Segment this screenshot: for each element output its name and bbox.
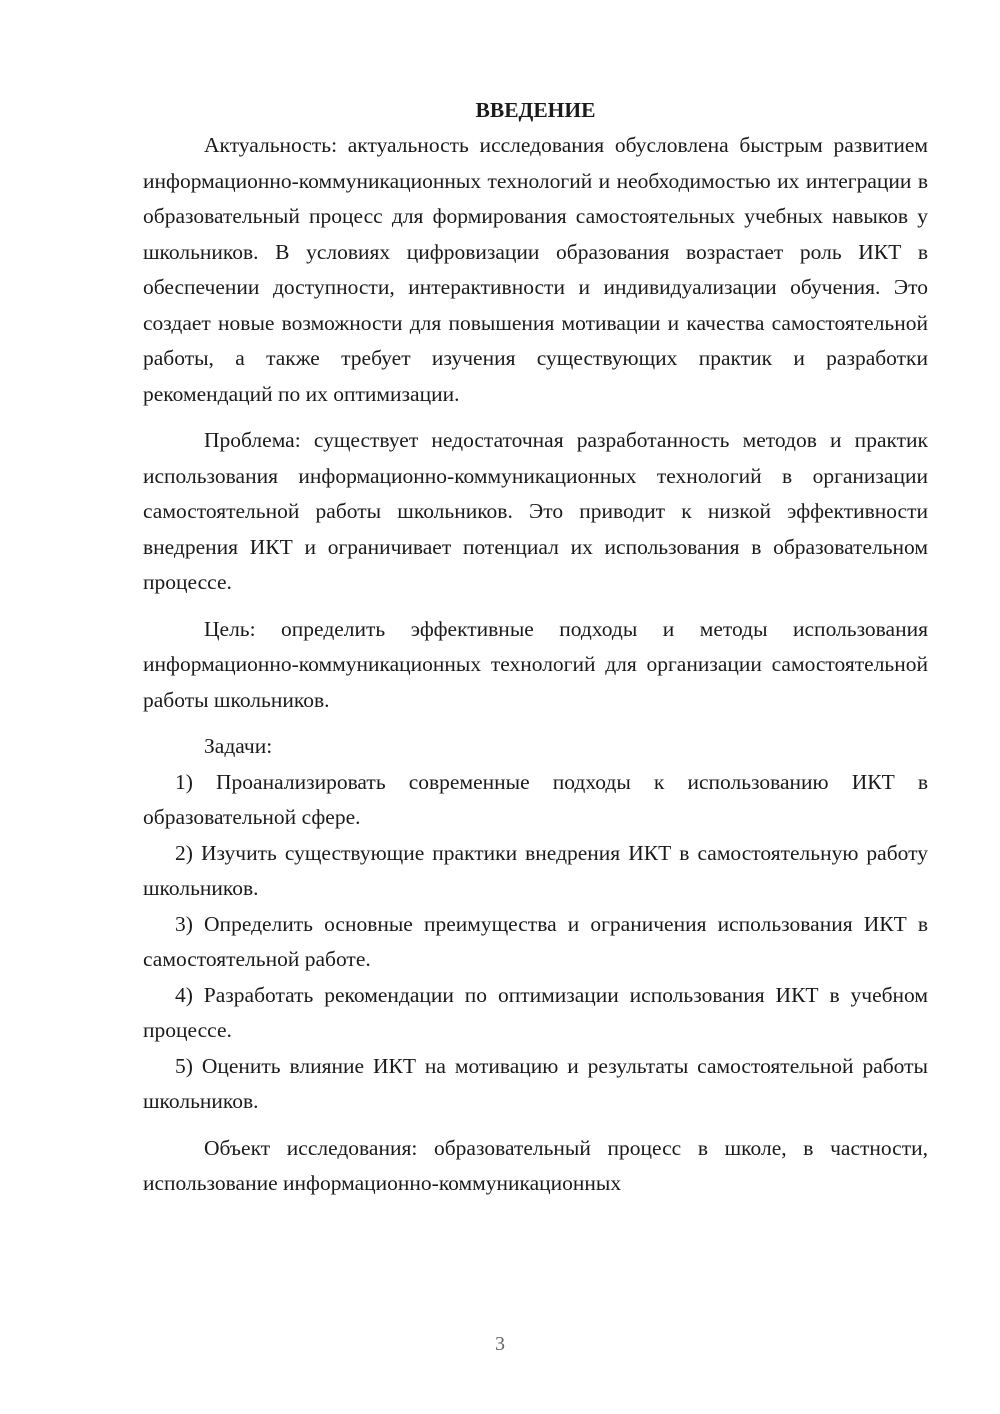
task-item: 4) Разработать рекомендации по оптимизации использования ИКТ в учебном процессе. (143, 982, 928, 1042)
document-page (143, 92, 928, 1202)
goal-paragraph: Цель: определить эффективные подходы и методы использования информационно-коммуникационных технологий для организации самостоятельной работы школьников. (143, 616, 928, 712)
relevance-paragraph: Актуальность: актуальность исследования обусловлена быстрым развитием информационно-коммуникационных технологий и необходимостью их интеграции в образовательный процесс для формирования самостоятельных учебных навыков у школьников. В условиях цифровизации образования возрастает роль ИКТ в обеспечении доступности, интерактивности и индивидуализации обучения. Это создает новые возможности для повышения мотивации и качества самостоятельной работы, а также требует изучения существующих практик и разработки рекомендаций по их оптимизации. (143, 133, 928, 406)
object-paragraph: Объект исследования: образовательный процесс в школе, в частности, использование информационно-коммуникационных (143, 1135, 928, 1195)
task-item: 1) Проанализировать современные подходы к использованию ИКТ в образовательной сфере. (143, 769, 928, 829)
page-number: 3 (495, 1333, 505, 1355)
problem-paragraph: Проблема: существует недостаточная разработанность методов и практик использования информационно-коммуникационных технологий в организации самостоятельной работы школьников. Это приводит к низкой эффективности внедрения ИКТ и ограничивает потенциал их использования в образовательном процессе. (143, 428, 928, 594)
section-heading: ВВЕДЕНИЕ (475, 98, 596, 122)
task-item: 2) Изучить существующие практики внедрения ИКТ в самостоятельную работу школьников. (143, 840, 928, 900)
task-item: 3) Определить основные преимущества и ограничения использования ИКТ в самостоятельной работе. (143, 911, 928, 971)
task-item: 5) Оценить влияние ИКТ на мотивацию и результаты самостоятельной работы школьников. (143, 1053, 928, 1113)
tasks-label: Задачи: (204, 734, 273, 758)
